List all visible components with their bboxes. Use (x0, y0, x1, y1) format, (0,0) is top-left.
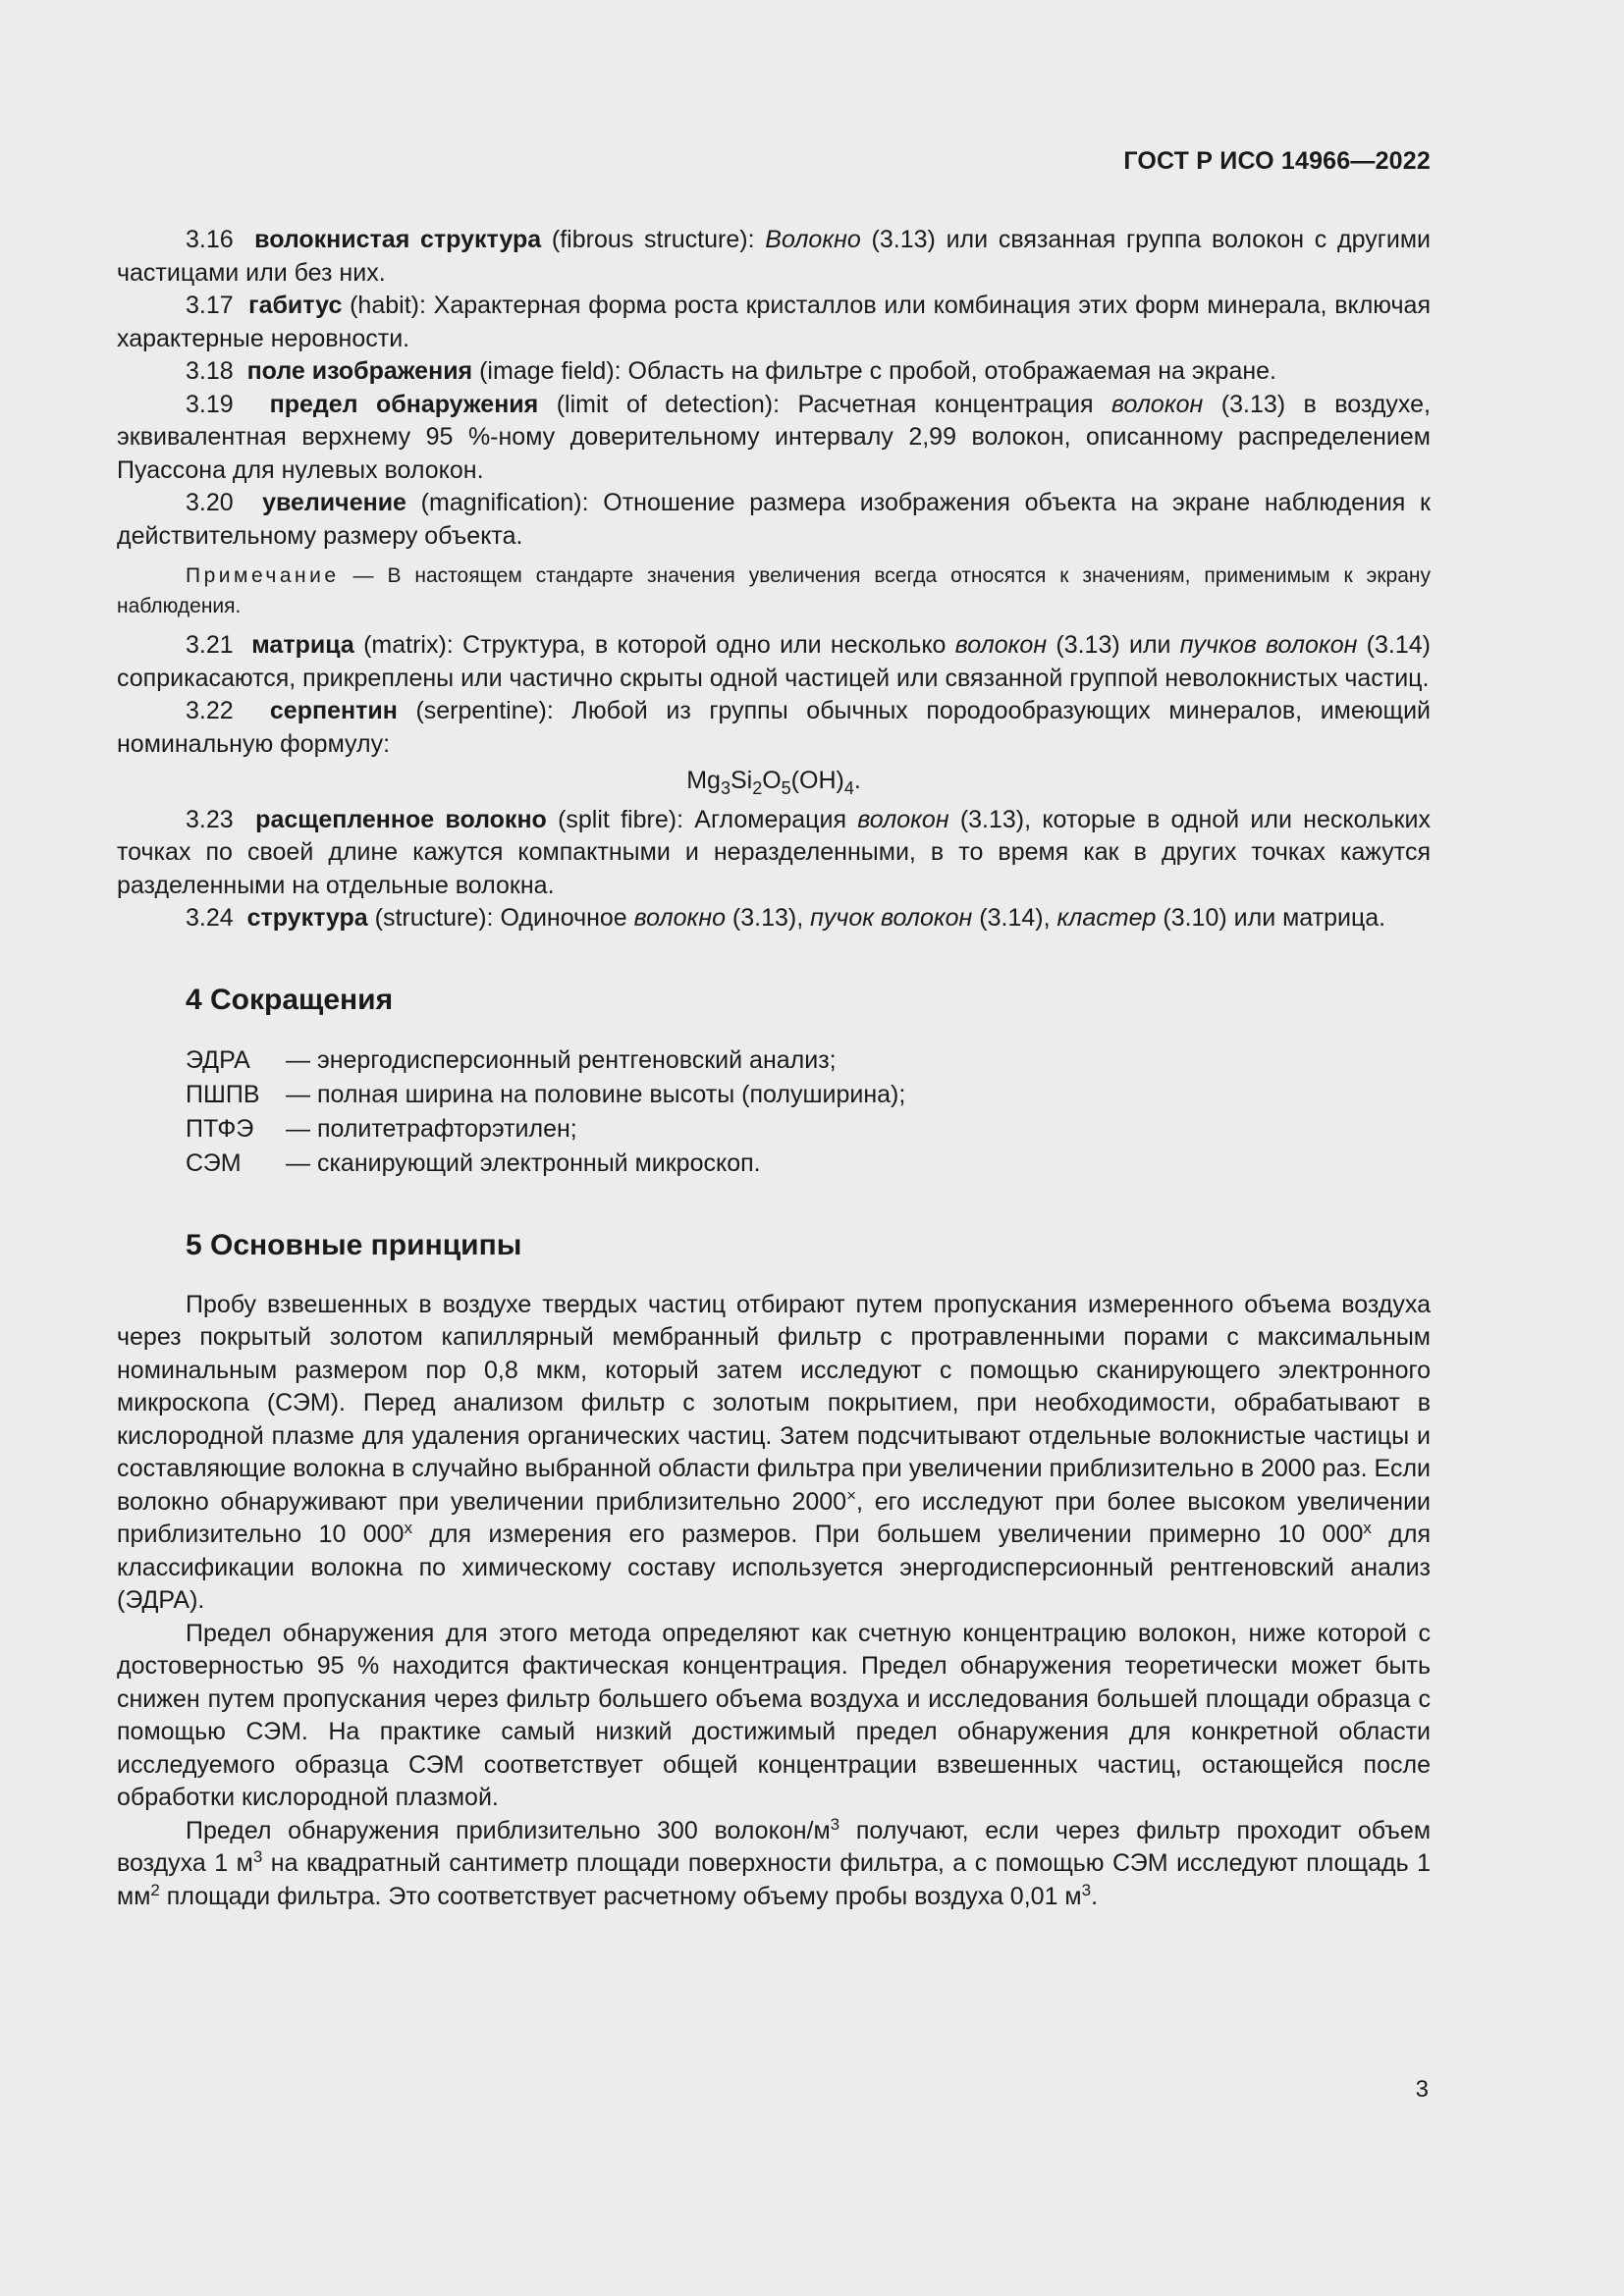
term-name: расщепленное волокно (255, 805, 547, 833)
term-3-16: 3.16 волокнистая структура (fibrous structure): Волокно (3.13) или связанная группа волокон с другими частицами или без них. (117, 226, 1431, 287)
term-3-17: 3.17 габитус (habit): Характерная форма роста кристаллов или комбинация этих форм минерала, включая характерные неровности. (117, 292, 1431, 352)
term-3-22: 3.22 серпентин (serpentine): Любой из группы обычных породообразующих минералов, имеющий номинальную формулу: (117, 697, 1431, 758)
term-name: волокнистая структура (254, 226, 542, 253)
term-name: предел обнаружения (269, 390, 539, 418)
list-item (186, 1043, 1431, 1078)
term-name: габитус (248, 292, 343, 319)
list-item (186, 1112, 1431, 1147)
abbreviation-value: — энергодисперсионный рентгеновский анализ; (286, 1045, 837, 1074)
note-label: Примечание (186, 564, 340, 587)
document-id-header: ГОСТ Р ИСО 14966—2022 (1123, 147, 1431, 175)
note-magnification: Примечание — В настоящем стандарте значения увеличения всегда относятся к значениям, применимым к экрану наблюдения. (117, 564, 1431, 617)
term-3-20: 3.20 увеличение (magnification): Отношение размера изображения объекта на экране наблюдения к действительному размеру объекта. (117, 489, 1431, 550)
section-5-paragraph-3: Предел обнаружения приблизительно 300 волокон/$м^3$ получают, если через фильтр проходит объем воздуха 1 $м^3$ на квадратный сантиметр площади поверхности фильтра, а с помощью СЭМ исследуют площадь 1 $мм^2$ площади фильтра. Это соответствует расчетному объему пробы воздуха 0,01 $м^3$. (117, 1814, 1432, 1910)
page-content (117, 224, 1431, 1913)
abbreviations-list (186, 1043, 1431, 1181)
abbreviation-value: — сканирующий электронный микроскоп. (286, 1148, 761, 1177)
term-name: матрица (251, 631, 354, 659)
page-number: 3 (1415, 2076, 1429, 2103)
abbreviation-key: ЭДРА (186, 1045, 250, 1074)
abbreviation-key: ПТФЭ (186, 1114, 254, 1143)
list-item (186, 1078, 1431, 1112)
serpentine-formula: $Mg_3Si_2O_5(OH)_4$. (686, 767, 861, 798)
term-name: серпентин (269, 697, 398, 724)
abbreviation-value: — полная ширина на половине высоты (полуширина); (286, 1080, 906, 1108)
abbreviation-key: СЭМ (186, 1148, 242, 1177)
term-3-18: 3.18 поле изображения (image field): Область на фильтре с пробой, отображаемая на экране. (186, 357, 1277, 385)
section-5-paragraph-1: Пробу взвешенных в воздухе твердых частиц отбирают путем пропускания измеренного объема воздуха через покрытый золотом капиллярный мембранный фильтр с протравленными порами с максимальным номинальным размером пор 0,8 мкм, который затем исследуют с помощью сканирующего электронного микроскопа (СЭМ). Перед анализом фильтр с золотым покрытием, при необходимости, обрабатывают в кислородной плазме для удаления органических частиц. Затем подсчитывают отдельные волокнистые частицы и составляющие волокна в случайно выбранной области фильтра при увеличении приблизительно в 2000 раз. Если волокно обнаруживают при увеличении приблизительно 2000×, его исследуют при более высоком увеличении приблизительно 10 000$^x$ для измерения его размеров. При большем увеличении примерно 10 000$^x$ для классификации волокна по химическому составу используется энергодисперсионный рентгеновский анализ (ЭДРА). (117, 1290, 1432, 1614)
abbreviation-key: ПШПВ (186, 1080, 260, 1108)
term-name: структура (246, 904, 368, 932)
list-item (186, 1147, 1431, 1181)
term-3-24: 3.24 структура (structure): Одиночное волокно (3.13), пучок волокон (3.14), кластер (3.10) или матрица. (186, 904, 1386, 932)
term-3-19: 3.19 предел обнаружения (limit of detection): Расчетная концентрация волокон (3.13) в воздухе, эквивалентная верхнему 95 %-ному доверительному интервалу 2,99 волокон, описанному распределением Пуассона для нулевых волокон. (117, 390, 1431, 484)
abbreviation-value: — политетрафторэтилен; (286, 1114, 577, 1143)
term-name: поле изображения (246, 357, 473, 385)
section-5-paragraph-2: Предел обнаружения для этого метода определяют как счетную концентрацию волокон, ниже которой с достоверностью 95 % находится фактическая концентрация. Предел обнаружения теоретически может быть снижен путем пропускания через фильтр большего объема воздуха и исследования большей площади образца с помощью СЭМ. На практике самый низкий достижимый предел обнаружения для конкретной области исследуемого образца СЭМ соответствует общей концентрации взвешенных частиц, остающейся после обработки кислородной плазмой. (117, 1619, 1431, 1811)
term-3-23: 3.23 расщепленное волокно (split fibre): Агломерация волокон (3.13), которые в одной или нескольких точках по своей длине кажутся компактными и неразделенными, в то время как в других точках кажутся разделенными на отдельные волокна. (117, 805, 1431, 899)
term-name: увеличение (262, 489, 406, 516)
section-5-heading: 5 Основные принципы (186, 1228, 522, 1261)
term-3-21: 3.21 матрица (matrix): Структура, в которой одно или несколько волокон (3.13) или пучков волокон (3.14) соприкасаются, прикреплены или частично скрыты одной частицей или связанной группой неволокнистых частиц. (117, 631, 1431, 692)
section-4-heading: 4 Сокращения (186, 983, 394, 1016)
